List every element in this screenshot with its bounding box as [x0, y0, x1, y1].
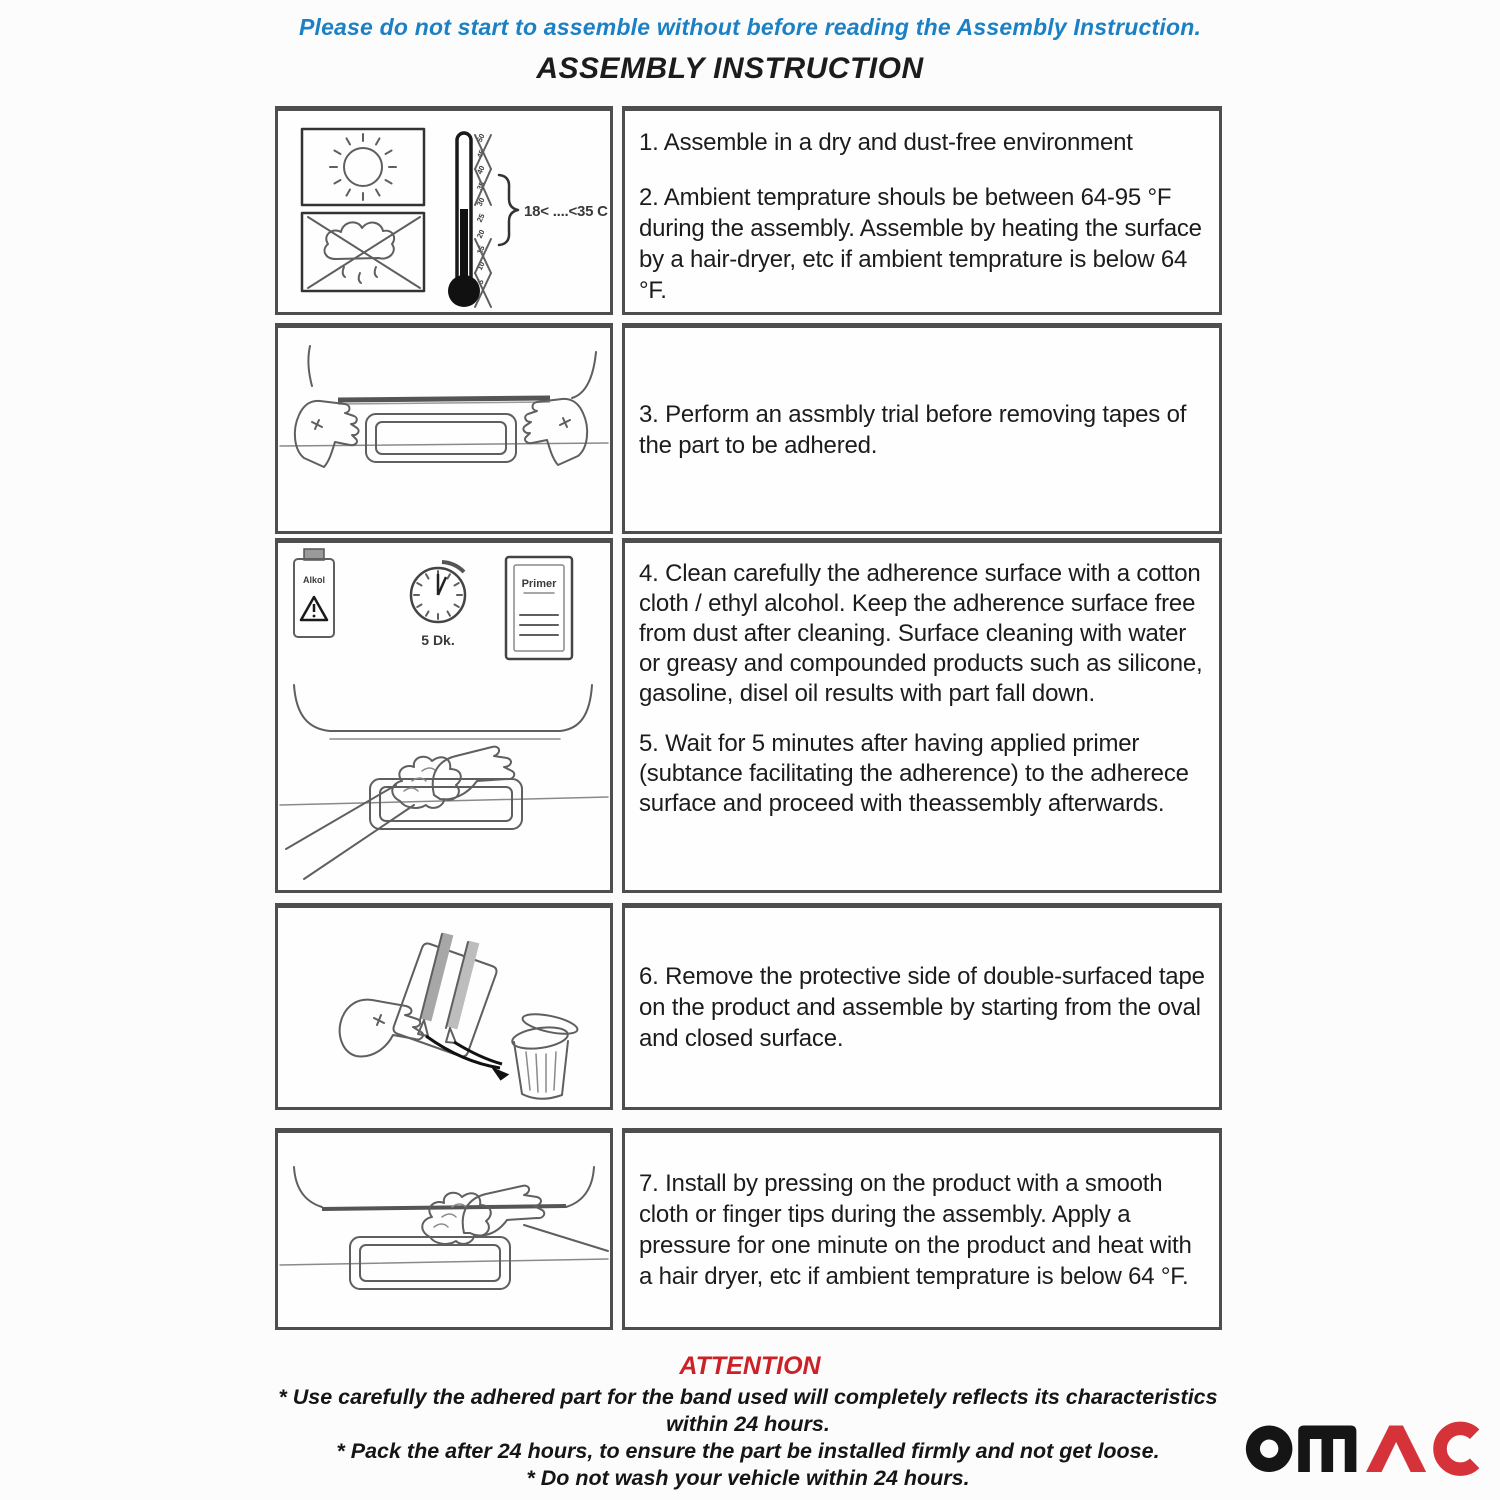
no-rain-icon — [302, 213, 424, 291]
step-text-6 — [622, 903, 1222, 1110]
top-warning-text: Please do not start to assemble without before reading the Assembly Instruction. — [298, 14, 1202, 40]
range-brace — [499, 175, 518, 245]
wipe-surface-illustration — [280, 685, 608, 879]
page-title: ASSEMBLY INSTRUCTION — [536, 52, 924, 85]
step-1-text: 1. Assemble in a dry and dust-free environment — [639, 129, 1133, 156]
omac-logo-red-letters — [1366, 1425, 1475, 1472]
svg-text:45: 45 — [474, 148, 487, 160]
primer-label: Primer — [521, 578, 557, 590]
step-5-text: 5. Wait for 5 minutes after having applied primer (subtance facilitating the adherence) to the adherece surface and proceed with theassembly afterwards. — [639, 730, 1189, 817]
tape-illustration-svg — [278, 908, 610, 1107]
svg-text:50: 50 — [474, 132, 487, 144]
sun-icon — [302, 129, 424, 205]
press-illustration-svg — [278, 1133, 610, 1327]
svg-text:20: 20 — [474, 228, 487, 240]
remove-tape-illustration — [340, 934, 579, 1099]
environment-illustration-svg — [278, 111, 610, 312]
svg-text:30: 30 — [474, 196, 487, 208]
step-7-text: 7. Install by pressing on the product with a smooth cloth or finger tips during the assembly. Apply a pressure for one minute on the product and heat with a hair dryer, etc if ambient temprature is below 64 °F. — [639, 1170, 1192, 1290]
clean-illustration-svg — [278, 543, 610, 890]
step-6-text: 6. Remove the protective side of double-surfaced tape on the product and assemble by starting from the oval and closed surface. — [639, 963, 1205, 1052]
svg-text:40: 40 — [474, 164, 487, 176]
illustration-press-install — [275, 1128, 613, 1330]
primer-card-icon — [506, 557, 572, 659]
omac-logo-black-letters — [1246, 1425, 1356, 1472]
illustration-environment — [275, 106, 613, 315]
illustration-assembly-trial — [275, 323, 613, 534]
alcohol-bottle-icon — [294, 549, 334, 637]
temp-range-label: 18< ....<35 C — [524, 203, 608, 220]
hands-stretch-illustration — [280, 346, 608, 467]
step-3-text: 3. Perform an assmbly trial before removing tapes of the part to be adhered. — [639, 400, 1187, 459]
thermometer-icon — [448, 132, 518, 307]
svg-text:10: 10 — [474, 260, 487, 272]
svg-text:5: 5 — [475, 278, 486, 286]
attention-title: ATTENTION — [679, 1352, 821, 1380]
clock-icon — [411, 562, 465, 648]
attention-note-3: * Do not wash your vehicle within 24 hours. — [526, 1466, 970, 1490]
step-text-1-2 — [622, 106, 1222, 315]
attention-note-2: * Pack the after 24 hours, to ensure the part be installed firmly and not get loose. — [336, 1439, 1160, 1463]
step-4-text: 4. Clean carefully the adherence surface with a cotton cloth / ethyl alcohol. Keep the adherence surface free from dust after cleaning. Surface cleaning with water or greasy and compounded products such as silicone, gasoline, disel oil results with part fall down. — [639, 560, 1203, 707]
step-text-4-5 — [622, 538, 1222, 893]
trash-can-icon — [511, 1010, 579, 1098]
omac-logo-svg — [1242, 1398, 1494, 1484]
illustration-remove-tape — [275, 903, 613, 1110]
omac-logo — [1242, 1398, 1494, 1484]
step-2-text: 2. Ambient temprature shouls be between 64-95 °F during the assembly. Assemble by heating the surface by a hair-dryer, etc if ambient temprature is below 64 °F. — [639, 184, 1202, 304]
attention-note-1: * Use carefully the adhered part for the band used will completely reflects its characteristics within 24 hours. — [278, 1385, 1218, 1436]
svg-text:35: 35 — [474, 180, 487, 192]
attention-notes — [278, 1384, 1218, 1492]
clock-label: 5 Dk. — [421, 632, 455, 648]
illustration-clean-surface — [275, 538, 613, 893]
press-install-illustration — [280, 1167, 608, 1289]
step-text-3 — [622, 323, 1222, 534]
trial-illustration-svg — [278, 328, 610, 531]
svg-text:15: 15 — [474, 244, 487, 256]
svg-text:25: 25 — [474, 212, 487, 224]
svg-text:Alkol: Alkol — [302, 575, 326, 585]
step-text-7 — [622, 1128, 1222, 1330]
